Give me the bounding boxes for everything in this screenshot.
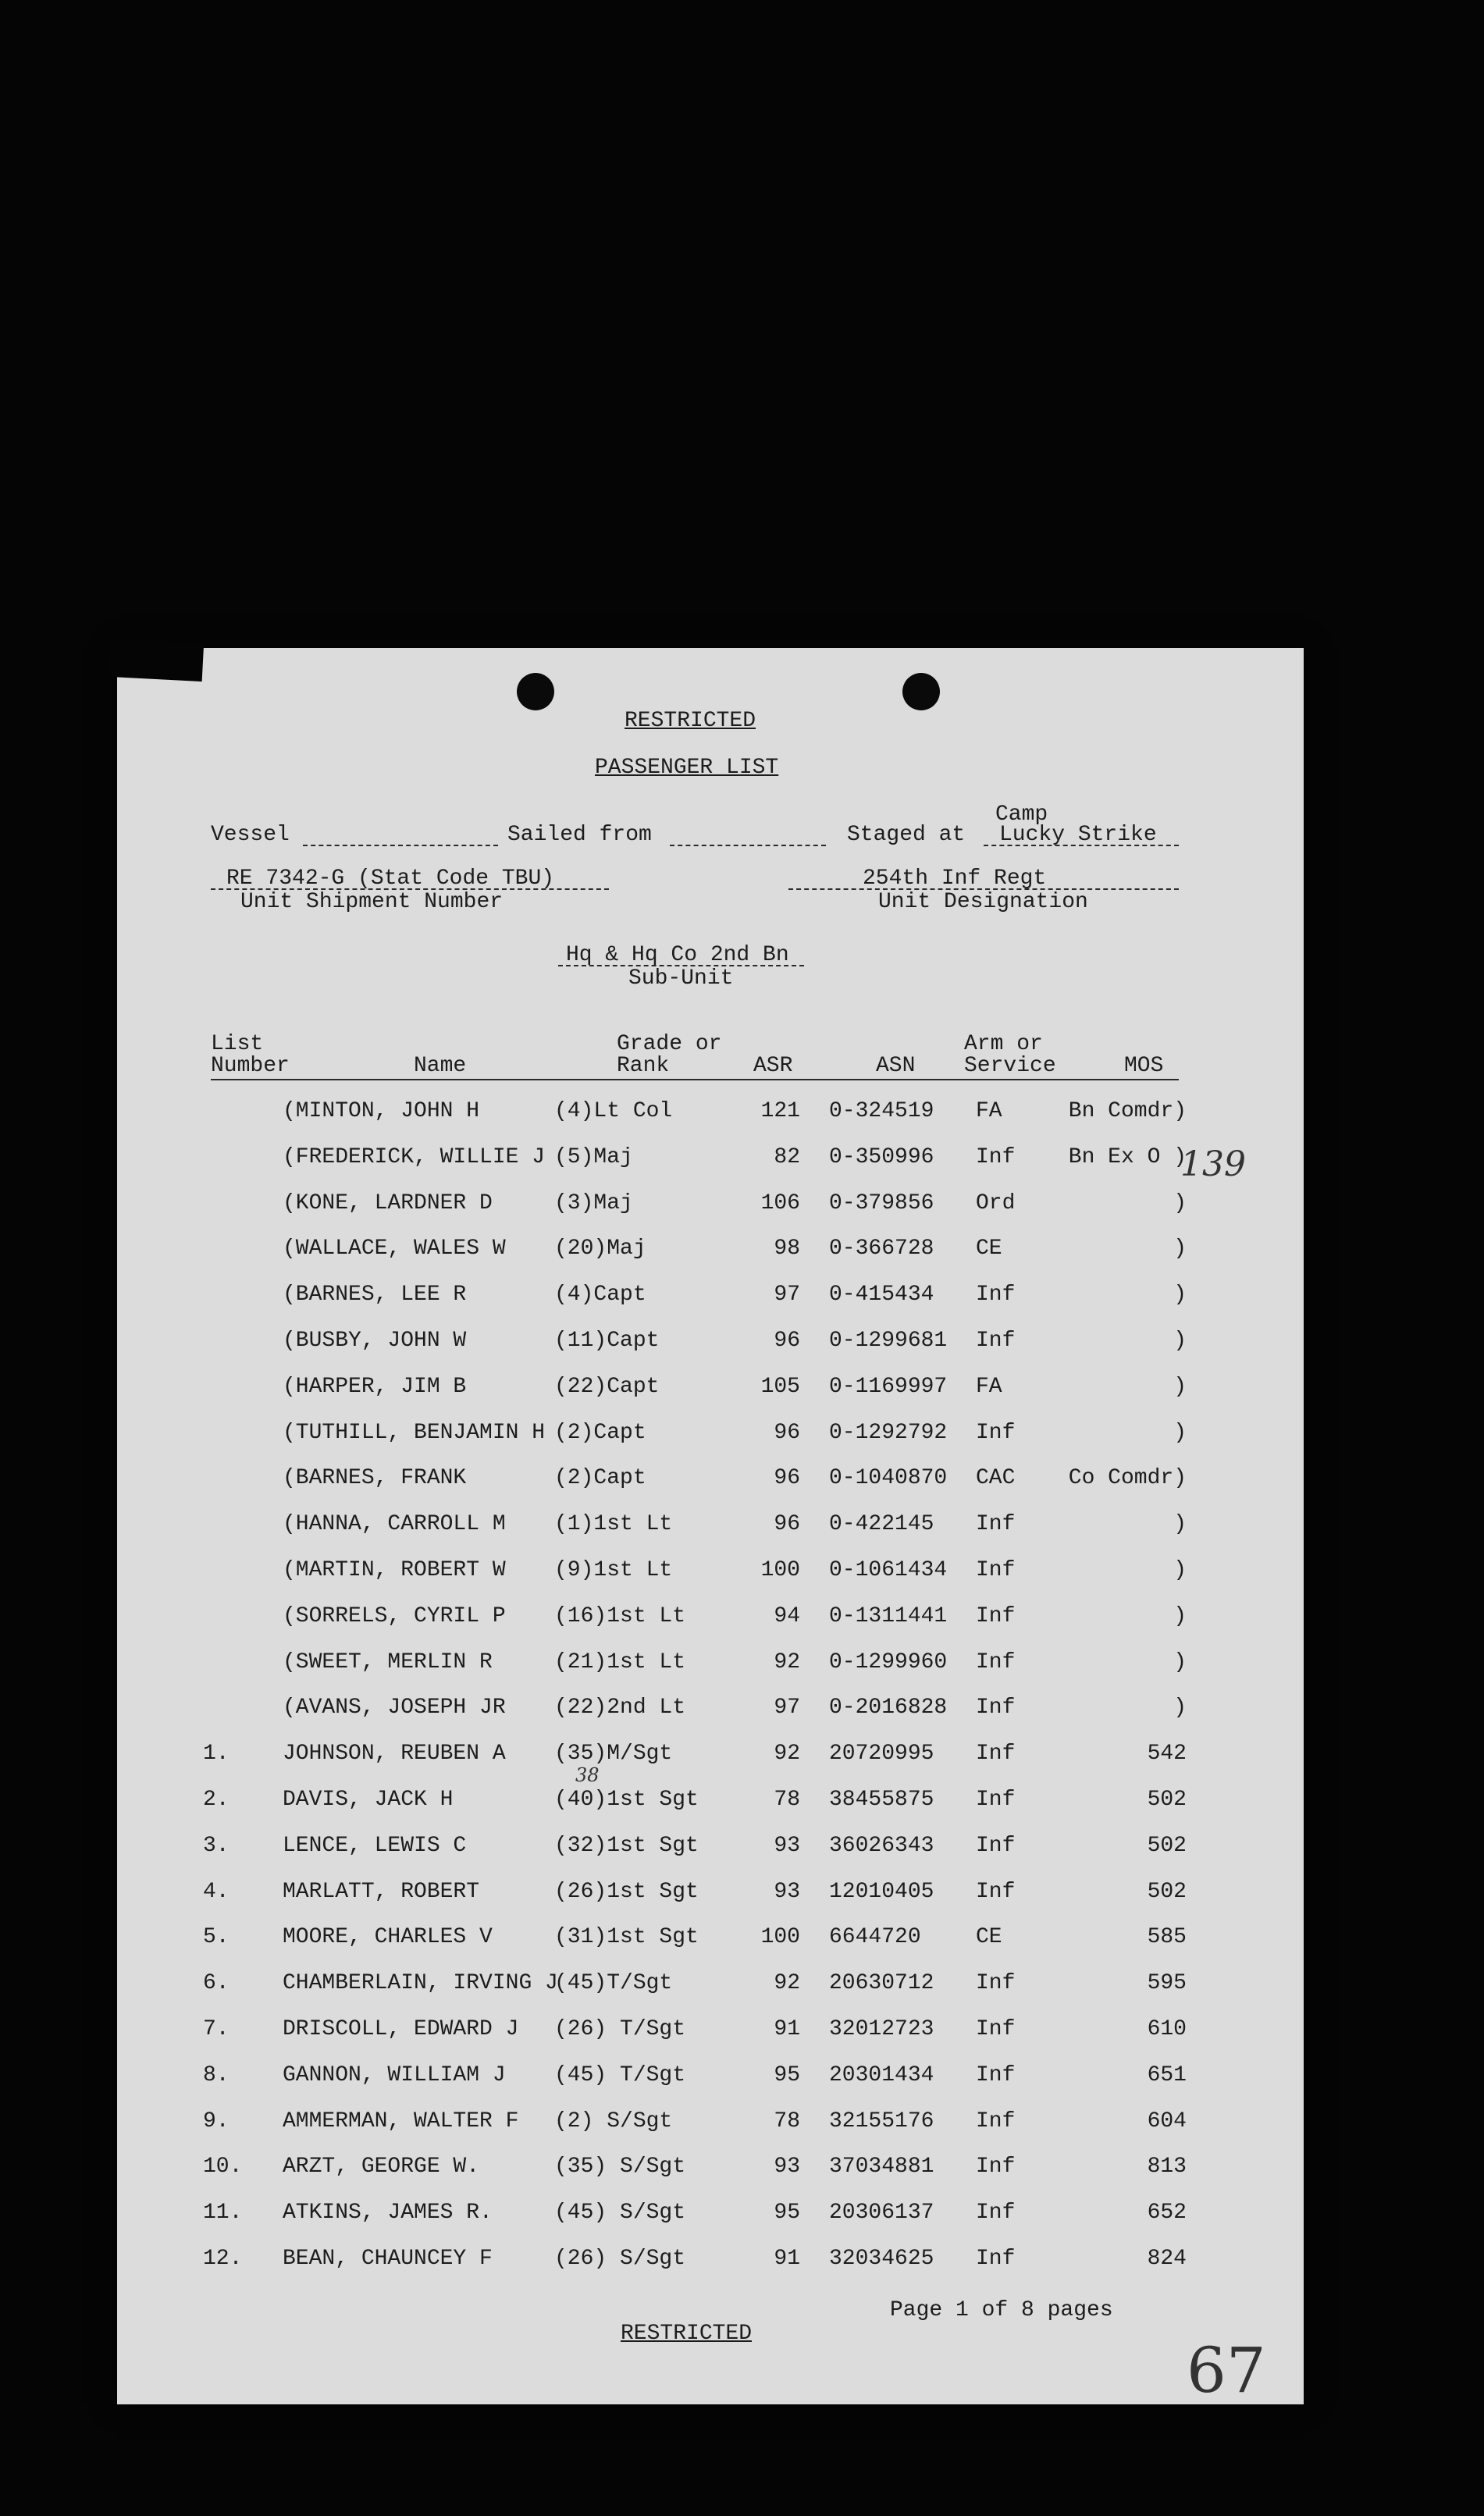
col-grade-2: Rank	[617, 1054, 670, 1078]
row-mos: 502	[1147, 1833, 1187, 1858]
row-number: 9.	[203, 2109, 230, 2133]
row-mos: 595	[1147, 1971, 1187, 1996]
row-asr: 105	[760, 1374, 800, 1399]
row-grade: (1)1st Lt	[554, 1512, 673, 1537]
table-row	[117, 2111, 1304, 2156]
row-asr: 106	[760, 1190, 800, 1215]
col-grade-1: Grade or	[617, 1032, 722, 1056]
row-name: (BUSBY, JOHN W	[283, 1329, 467, 1353]
row-mos: )	[1173, 1190, 1187, 1215]
camp-label: Camp	[995, 802, 1048, 827]
row-arm: Inf	[976, 1558, 1016, 1582]
handwritten-139: 139	[1180, 1144, 1246, 1184]
row-arm: Inf	[976, 1512, 1016, 1537]
table-row	[117, 2156, 1304, 2201]
row-asn: 0-1169997	[829, 1374, 948, 1399]
row-grade: (21)1st Lt	[554, 1649, 686, 1674]
row-asr: 95	[774, 2201, 800, 2226]
row-arm: FA	[976, 1099, 1002, 1123]
row-asn: 0-1299960	[829, 1649, 948, 1674]
vessel-blank	[303, 845, 498, 846]
row-grade: (26) S/Sgt	[554, 2247, 686, 2271]
row-asn: 0-422145	[829, 1512, 934, 1537]
row-asr: 121	[760, 1099, 800, 1123]
row-asn: 0-1292792	[829, 1420, 948, 1445]
table-row	[117, 1422, 1304, 1468]
row-arm: Inf	[976, 2062, 1016, 2087]
row-asn: 0-350996	[829, 1144, 934, 1169]
col-name: Name	[414, 1054, 467, 1078]
dark-corner	[109, 638, 204, 681]
shipment-label: Unit Shipment Number	[240, 890, 504, 914]
table-row	[117, 2019, 1304, 2064]
row-asn: 20301434	[829, 2062, 934, 2087]
table-row	[117, 1649, 1304, 1697]
row-grade: (45)T/Sgt	[554, 1971, 673, 1996]
row-asn: 36026343	[829, 1833, 934, 1858]
row-name: (MARTIN, ROBERT W	[283, 1558, 506, 1582]
row-name: LENCE, LEWIS C	[283, 1833, 467, 1858]
col-asr: ASR	[753, 1054, 793, 1078]
row-name: (FREDERICK, WILLIE J	[283, 1144, 546, 1169]
table-row	[117, 1697, 1304, 1742]
row-asr: 93	[774, 1879, 800, 1904]
row-arm: Inf	[976, 1420, 1016, 1445]
shipment-value: RE 7342-G (Stat Code TBU)	[226, 867, 555, 891]
sailed-label: Sailed from	[507, 823, 652, 847]
row-number: 6.	[203, 1971, 230, 1996]
row-name: (SWEET, MERLIN R	[283, 1649, 493, 1674]
row-asr: 78	[774, 2109, 800, 2133]
row-mos: )	[1173, 1329, 1187, 1353]
row-asn: 38455875	[829, 1788, 934, 1812]
row-mos: )	[1173, 1374, 1187, 1399]
staged-value: Lucky Strike	[999, 823, 1157, 847]
header-underline	[211, 1079, 1179, 1080]
row-grade: (22)Capt	[554, 1374, 660, 1399]
table-row	[117, 2202, 1304, 2247]
col-asn: ASN	[876, 1054, 916, 1078]
row-arm: Inf	[976, 1971, 1016, 1996]
page-number: Page 1 of 8 pages	[890, 2298, 1113, 2322]
row-asn: 0-1311441	[829, 1603, 948, 1628]
staged-line	[984, 845, 1179, 846]
row-asn: 37034881	[829, 2155, 934, 2180]
row-mos: )	[1173, 1283, 1187, 1308]
table-row	[117, 2248, 1304, 2294]
table-row	[117, 1927, 1304, 1972]
row-name: GANNON, WILLIAM J	[283, 2062, 506, 2087]
table-row	[117, 1284, 1304, 1329]
unit-label: Unit Designation	[878, 890, 1088, 914]
row-mos: 652	[1147, 2201, 1187, 2226]
document-title: PASSENGER LIST	[595, 756, 779, 780]
row-name: (KONE, LARDNER D	[283, 1190, 493, 1215]
table-row	[117, 1881, 1304, 1927]
row-arm: Inf	[976, 1742, 1016, 1767]
row-grade: (40)1st Sgt	[554, 1788, 699, 1812]
col-list-1: List	[211, 1032, 264, 1056]
row-name: (HANNA, CARROLL M	[283, 1512, 506, 1537]
row-asr: 100	[760, 1925, 800, 1950]
row-grade: (20)Maj	[554, 1237, 646, 1262]
row-asn: 0-1040870	[829, 1466, 948, 1491]
row-arm: Inf	[976, 1283, 1016, 1308]
row-name: (BARNES, LEE R	[283, 1283, 467, 1308]
row-arm: Inf	[976, 1833, 1016, 1858]
row-asn: 20630712	[829, 1971, 934, 1996]
handwritten-38: 38	[575, 1764, 600, 1786]
row-arm: Ord	[976, 1190, 1016, 1215]
row-name: BEAN, CHAUNCEY F	[283, 2247, 493, 2271]
row-grade: (45) T/Sgt	[554, 2062, 686, 2087]
row-arm: Inf	[976, 1696, 1016, 1721]
row-name: DRISCOLL, EDWARD J	[283, 2017, 519, 2041]
row-number: 2.	[203, 1788, 230, 1812]
row-asr: 97	[774, 1696, 800, 1721]
row-asr: 92	[774, 1742, 800, 1767]
row-name: (WALLACE, WALES W	[283, 1237, 506, 1262]
table-row	[117, 1603, 1304, 1651]
row-arm: Inf	[976, 1649, 1016, 1674]
table-row	[117, 1789, 1304, 1835]
row-mos: 651	[1147, 2062, 1187, 2087]
row-number: 11.	[203, 2201, 243, 2226]
row-asr: 91	[774, 2017, 800, 2041]
row-asn: 32012723	[829, 2017, 934, 2041]
row-number: 1.	[203, 1742, 230, 1767]
row-arm: Inf	[976, 2017, 1016, 2041]
row-name: JOHNSON, REUBEN A	[283, 1742, 506, 1767]
row-asn: 0-366728	[829, 1237, 934, 1262]
row-arm: Inf	[976, 1879, 1016, 1904]
row-asr: 98	[774, 1237, 800, 1262]
row-mos: Bn Comdr)	[1068, 1099, 1187, 1123]
row-asn: 32155176	[829, 2109, 934, 2133]
row-asn: 0-1061434	[829, 1558, 948, 1582]
row-grade: (4)Capt	[554, 1283, 646, 1308]
row-arm: Inf	[976, 2155, 1016, 2180]
table-row	[117, 1973, 1304, 2018]
col-arm-1: Arm or	[964, 1032, 1043, 1056]
row-asn: 20720995	[829, 1742, 934, 1767]
table-row	[117, 2062, 1304, 2110]
row-mos: )	[1173, 1603, 1187, 1628]
table-row	[117, 1468, 1304, 1513]
row-number: 3.	[203, 1833, 230, 1858]
row-asn: 0-1299681	[829, 1329, 948, 1353]
row-arm: CE	[976, 1237, 1002, 1262]
table-row	[117, 1190, 1304, 1238]
row-asn: 20306137	[829, 2201, 934, 2226]
row-name: MOORE, CHARLES V	[283, 1925, 493, 1950]
row-asr: 93	[774, 1833, 800, 1858]
restricted-bottom: RESTRICTED	[621, 2322, 753, 2346]
row-mos: Co Comdr)	[1068, 1466, 1187, 1491]
table-row	[117, 1144, 1304, 1192]
row-name: (BARNES, FRANK	[283, 1466, 467, 1491]
row-arm: CAC	[976, 1466, 1016, 1491]
row-asn: 12010405	[829, 1879, 934, 1904]
row-arm: FA	[976, 1374, 1002, 1399]
row-name: (SORRELS, CYRIL P	[283, 1603, 506, 1628]
row-name: AMMERMAN, WALTER F	[283, 2109, 519, 2133]
table-row	[117, 1743, 1304, 1788]
table-row	[117, 1835, 1304, 1881]
row-asr: 92	[774, 1971, 800, 1996]
row-asn: 6644720	[829, 1925, 921, 1950]
row-asr: 91	[774, 2247, 800, 2271]
punch-hole-left	[517, 673, 554, 710]
row-mos: )	[1173, 1649, 1187, 1674]
row-grade: (32)1st Sgt	[554, 1833, 699, 1858]
row-grade: (22)2nd Lt	[554, 1696, 686, 1721]
row-asr: 96	[774, 1329, 800, 1353]
row-asr: 95	[774, 2062, 800, 2087]
row-grade: (45) S/Sgt	[554, 2201, 686, 2226]
row-grade: (4)Lt Col	[554, 1099, 673, 1123]
handwritten-67: 67	[1187, 2334, 1266, 2407]
row-arm: Inf	[976, 2247, 1016, 2271]
row-mos: )	[1173, 1420, 1187, 1445]
row-mos: 824	[1147, 2247, 1187, 2271]
row-mos: 542	[1147, 1742, 1187, 1767]
table-row	[117, 1560, 1304, 1605]
row-asr: 96	[774, 1420, 800, 1445]
row-grade: (26)1st Sgt	[554, 1879, 699, 1904]
row-arm: Inf	[976, 1144, 1016, 1169]
row-mos: )	[1173, 1512, 1187, 1537]
row-mos: 502	[1147, 1788, 1187, 1812]
row-grade: (31)1st Sgt	[554, 1925, 699, 1950]
row-arm: CE	[976, 1925, 1002, 1950]
row-mos: 502	[1147, 1879, 1187, 1904]
row-arm: Inf	[976, 2201, 1016, 2226]
row-asr: 82	[774, 1144, 800, 1169]
row-mos: 604	[1147, 2109, 1187, 2133]
restricted-top: RESTRICTED	[625, 709, 756, 733]
row-name: (HARPER, JIM B	[283, 1374, 467, 1399]
row-arm: Inf	[976, 1603, 1016, 1628]
table-row	[117, 1101, 1304, 1146]
row-mos: 610	[1147, 2017, 1187, 2041]
row-asr: 78	[774, 1788, 800, 1812]
row-asr: 94	[774, 1603, 800, 1628]
row-name: CHAMBERLAIN, IRVING J	[283, 1971, 558, 1996]
row-grade: (2) S/Sgt	[554, 2109, 673, 2133]
row-mos: )	[1173, 1696, 1187, 1721]
row-asr: 100	[760, 1558, 800, 1582]
row-mos: )	[1173, 1237, 1187, 1262]
row-arm: Inf	[976, 2109, 1016, 2133]
row-name: (MINTON, JOHN H	[283, 1099, 480, 1123]
row-grade: (2)Capt	[554, 1420, 646, 1445]
punch-hole-right	[902, 673, 940, 710]
vessel-label: Vessel	[211, 823, 290, 847]
table-row	[117, 1330, 1304, 1375]
row-grade: (2)Capt	[554, 1466, 646, 1491]
row-asn: 0-324519	[829, 1099, 934, 1123]
row-mos: 585	[1147, 1925, 1187, 1950]
row-grade: (16)1st Lt	[554, 1603, 686, 1628]
row-arm: Inf	[976, 1329, 1016, 1353]
row-name: (TUTHILL, BENJAMIN H	[283, 1420, 546, 1445]
table-row	[117, 1514, 1304, 1559]
row-number: 10.	[203, 2155, 243, 2180]
row-name: ATKINS, JAMES R.	[283, 2201, 493, 2226]
row-asn: 32034625	[829, 2247, 934, 2271]
row-mos: 813	[1147, 2155, 1187, 2180]
row-grade: (11)Capt	[554, 1329, 660, 1353]
row-name: DAVIS, JACK H	[283, 1788, 454, 1812]
row-asn: 0-379856	[829, 1190, 934, 1215]
staged-label: Staged at	[847, 823, 966, 847]
row-asr: 92	[774, 1649, 800, 1674]
document-page	[117, 648, 1304, 2407]
row-asr: 93	[774, 2155, 800, 2180]
row-name: MARLATT, ROBERT	[283, 1879, 480, 1904]
table-row	[117, 1376, 1304, 1422]
row-name: (AVANS, JOSEPH JR	[283, 1696, 506, 1721]
row-asn: 0-415434	[829, 1283, 934, 1308]
row-asr: 96	[774, 1466, 800, 1491]
row-number: 4.	[203, 1879, 230, 1904]
row-asr: 96	[774, 1512, 800, 1537]
row-number: 5.	[203, 1925, 230, 1950]
row-mos: )	[1173, 1558, 1187, 1582]
row-grade: (26) T/Sgt	[554, 2017, 686, 2041]
subunit-value: Hq & Hq Co 2nd Bn	[566, 943, 789, 967]
col-list-2: Number	[211, 1054, 290, 1078]
row-grade: (35)M/Sgt	[554, 1742, 673, 1767]
row-mos: Bn Ex O )	[1068, 1144, 1187, 1169]
row-number: 7.	[203, 2017, 230, 2041]
row-grade: (5)Maj	[554, 1144, 633, 1169]
col-mos: MOS	[1124, 1054, 1164, 1078]
row-grade: (35) S/Sgt	[554, 2155, 686, 2180]
row-asr: 97	[774, 1283, 800, 1308]
row-number: 12.	[203, 2247, 243, 2271]
subunit-label: Sub-Unit	[628, 966, 734, 991]
row-number: 8.	[203, 2062, 230, 2087]
row-grade: (9)1st Lt	[554, 1558, 673, 1582]
unit-value: 254th Inf Regt	[863, 867, 1047, 891]
row-name: ARZT, GEORGE W.	[283, 2155, 480, 2180]
row-asn: 0-2016828	[829, 1696, 948, 1721]
row-arm: Inf	[976, 1788, 1016, 1812]
sailed-blank	[670, 845, 826, 846]
col-arm-2: Service	[964, 1054, 1056, 1078]
row-grade: (3)Maj	[554, 1190, 633, 1215]
table-row	[117, 1238, 1304, 1283]
